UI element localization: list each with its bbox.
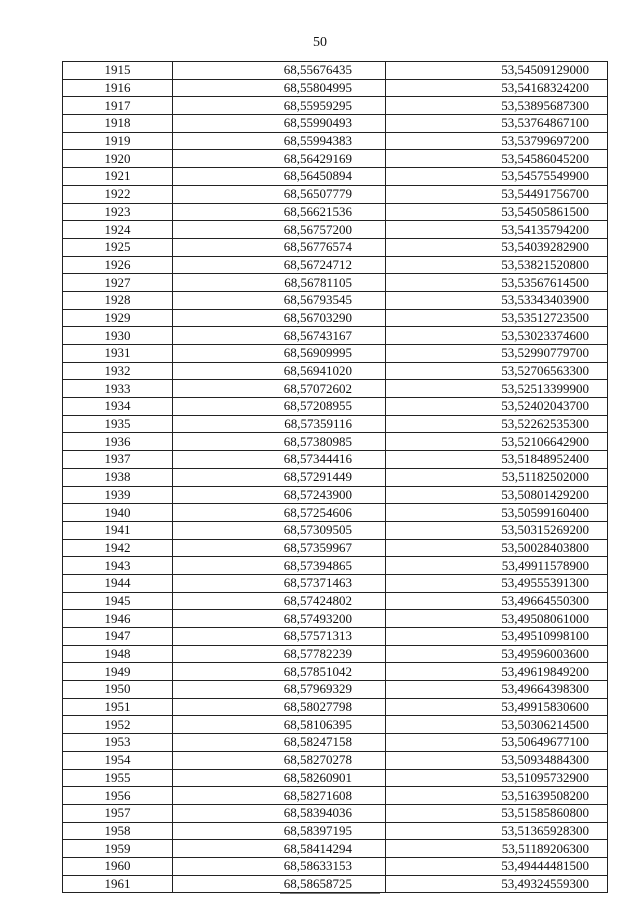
coordinate-x-cell: 68,56450894 [173, 168, 386, 186]
coordinate-y-cell: 53,50934884300 [386, 751, 608, 769]
coordinate-y-cell: 53,49555391300 [386, 574, 608, 592]
coordinate-y-cell: 53,52262535300 [386, 415, 608, 433]
bottom-divider [280, 893, 380, 894]
table-row [63, 592, 608, 610]
table-row [63, 628, 608, 646]
coordinate-y-cell: 53,49911578900 [386, 557, 608, 575]
table-row [63, 185, 608, 203]
point-number-cell: 1934 [63, 398, 173, 416]
table-row [63, 238, 608, 256]
coordinate-y-cell: 53,53764867100 [386, 115, 608, 133]
table-row [63, 539, 608, 557]
coordinate-x-cell: 68,56743167 [173, 327, 386, 345]
coordinate-y-cell: 53,54135794200 [386, 221, 608, 239]
point-number-cell: 1932 [63, 362, 173, 380]
coordinate-y-cell: 53,49444481500 [386, 857, 608, 875]
coordinate-x-cell: 68,57359967 [173, 539, 386, 557]
coordinate-y-cell: 53,49596003600 [386, 645, 608, 663]
table-row [63, 468, 608, 486]
coordinate-x-cell: 68,56703290 [173, 309, 386, 327]
coordinate-x-cell: 68,56793545 [173, 291, 386, 309]
coordinate-y-cell: 53,54509129000 [386, 62, 608, 80]
coordinate-x-cell: 68,56621536 [173, 203, 386, 221]
coordinate-y-cell: 53,50028403800 [386, 539, 608, 557]
table-row [63, 857, 608, 875]
coordinate-x-cell: 68,56507779 [173, 185, 386, 203]
coordinate-y-cell: 53,49664550300 [386, 592, 608, 610]
table-row [63, 521, 608, 539]
point-number-cell: 1960 [63, 857, 173, 875]
coordinate-y-cell: 53,53343403900 [386, 291, 608, 309]
point-number-cell: 1946 [63, 610, 173, 628]
table-row [63, 681, 608, 699]
coordinate-y-cell: 53,51639508200 [386, 787, 608, 805]
table-row [63, 822, 608, 840]
point-number-cell: 1928 [63, 291, 173, 309]
point-number-cell: 1958 [63, 822, 173, 840]
table-row [63, 574, 608, 592]
coordinate-x-cell: 68,57243900 [173, 486, 386, 504]
coordinate-y-cell: 53,51182502000 [386, 468, 608, 486]
point-number-cell: 1952 [63, 716, 173, 734]
point-number-cell: 1929 [63, 309, 173, 327]
coordinate-x-cell: 68,57394865 [173, 557, 386, 575]
point-number-cell: 1943 [63, 557, 173, 575]
coordinate-y-cell: 53,50599160400 [386, 504, 608, 522]
point-number-cell: 1922 [63, 185, 173, 203]
coordinate-x-cell: 68,56724712 [173, 256, 386, 274]
point-number-cell: 1921 [63, 168, 173, 186]
coordinate-y-cell: 53,51365928300 [386, 822, 608, 840]
point-number-cell: 1945 [63, 592, 173, 610]
coordinate-y-cell: 53,54491756700 [386, 185, 608, 203]
table-row [63, 645, 608, 663]
table-row [63, 698, 608, 716]
coordinate-y-cell: 53,53821520800 [386, 256, 608, 274]
table-row [63, 345, 608, 363]
table-row [63, 380, 608, 398]
table-row [63, 751, 608, 769]
point-number-cell: 1916 [63, 79, 173, 97]
coordinate-y-cell: 53,50649677100 [386, 734, 608, 752]
table-row [63, 291, 608, 309]
coordinate-y-cell: 53,49915830600 [386, 698, 608, 716]
table-row [63, 221, 608, 239]
coordinate-x-cell: 68,58260901 [173, 769, 386, 787]
coordinate-y-cell: 53,53023374600 [386, 327, 608, 345]
coordinate-x-cell: 68,58633153 [173, 857, 386, 875]
coordinate-x-cell: 68,56909995 [173, 345, 386, 363]
table-row [63, 150, 608, 168]
point-number-cell: 1918 [63, 115, 173, 133]
table-row [63, 168, 608, 186]
point-number-cell: 1926 [63, 256, 173, 274]
coordinate-y-cell: 53,51189206300 [386, 840, 608, 858]
coordinate-x-cell: 68,57208955 [173, 398, 386, 416]
coordinate-y-cell: 53,54168324200 [386, 79, 608, 97]
coordinate-y-cell: 53,49324559300 [386, 875, 608, 893]
point-number-cell: 1956 [63, 787, 173, 805]
point-number-cell: 1959 [63, 840, 173, 858]
table-row [63, 875, 608, 893]
coordinate-x-cell: 68,57344416 [173, 451, 386, 469]
point-number-cell: 1947 [63, 628, 173, 646]
table-row [63, 769, 608, 787]
coordinate-x-cell: 68,56941020 [173, 362, 386, 380]
coordinate-x-cell: 68,57969329 [173, 681, 386, 699]
table-row [63, 840, 608, 858]
coordinate-x-cell: 68,55990493 [173, 115, 386, 133]
coordinate-x-cell: 68,57371463 [173, 574, 386, 592]
coordinate-y-cell: 53,52402043700 [386, 398, 608, 416]
coordinate-y-cell: 53,51848952400 [386, 451, 608, 469]
coordinate-y-cell: 53,54039282900 [386, 238, 608, 256]
point-number-cell: 1948 [63, 645, 173, 663]
table-row [63, 309, 608, 327]
coordinate-x-cell: 68,58247158 [173, 734, 386, 752]
table-row [63, 327, 608, 345]
coordinate-x-cell: 68,57359116 [173, 415, 386, 433]
coordinate-x-cell: 68,58658725 [173, 875, 386, 893]
table-row [63, 97, 608, 115]
point-number-cell: 1920 [63, 150, 173, 168]
coordinate-y-cell: 53,54505861500 [386, 203, 608, 221]
point-number-cell: 1927 [63, 274, 173, 292]
point-number-cell: 1919 [63, 132, 173, 150]
coordinate-x-cell: 68,57424802 [173, 592, 386, 610]
table-row [63, 415, 608, 433]
coordinate-x-cell: 68,57380985 [173, 433, 386, 451]
point-number-cell: 1924 [63, 221, 173, 239]
coordinate-y-cell: 53,53512723500 [386, 309, 608, 327]
coordinate-x-cell: 68,58394036 [173, 804, 386, 822]
point-number-cell: 1950 [63, 681, 173, 699]
point-number-cell: 1954 [63, 751, 173, 769]
page-number: 50 [313, 35, 327, 50]
table-row [63, 62, 608, 80]
point-number-cell: 1930 [63, 327, 173, 345]
coordinate-y-cell: 53,52106642900 [386, 433, 608, 451]
coordinate-x-cell: 68,57254606 [173, 504, 386, 522]
coordinate-x-cell: 68,55959295 [173, 97, 386, 115]
table-row [63, 787, 608, 805]
point-number-cell: 1925 [63, 238, 173, 256]
point-number-cell: 1957 [63, 804, 173, 822]
coordinate-x-cell: 68,57493200 [173, 610, 386, 628]
coordinate-x-cell: 68,57782239 [173, 645, 386, 663]
table-row [63, 486, 608, 504]
point-number-cell: 1933 [63, 380, 173, 398]
coordinate-x-cell: 68,57571313 [173, 628, 386, 646]
point-number-cell: 1935 [63, 415, 173, 433]
coordinate-x-cell: 68,55994383 [173, 132, 386, 150]
table-row [63, 79, 608, 97]
table-row [63, 610, 608, 628]
coordinate-y-cell: 53,51585860800 [386, 804, 608, 822]
table-row [63, 451, 608, 469]
coordinate-x-cell: 68,56776574 [173, 238, 386, 256]
point-number-cell: 1949 [63, 663, 173, 681]
point-number-cell: 1944 [63, 574, 173, 592]
point-number-cell: 1923 [63, 203, 173, 221]
point-number-cell: 1917 [63, 97, 173, 115]
table-row [63, 716, 608, 734]
table-row [63, 557, 608, 575]
table-row [63, 115, 608, 133]
point-number-cell: 1931 [63, 345, 173, 363]
coordinate-x-cell: 68,56757200 [173, 221, 386, 239]
coordinate-y-cell: 53,50306214500 [386, 716, 608, 734]
point-number-cell: 1941 [63, 521, 173, 539]
table-row [63, 398, 608, 416]
coordinate-x-cell: 68,58270278 [173, 751, 386, 769]
point-number-cell: 1953 [63, 734, 173, 752]
coordinate-x-cell: 68,58414294 [173, 840, 386, 858]
point-number-cell: 1938 [63, 468, 173, 486]
point-number-cell: 1942 [63, 539, 173, 557]
table-row [63, 203, 608, 221]
coordinate-x-cell: 68,58397195 [173, 822, 386, 840]
table-row [63, 504, 608, 522]
coordinate-y-cell: 53,49664398300 [386, 681, 608, 699]
coordinate-y-cell: 53,50801429200 [386, 486, 608, 504]
coordinate-x-cell: 68,57851042 [173, 663, 386, 681]
coordinate-y-cell: 53,53567614500 [386, 274, 608, 292]
coordinates-table [62, 61, 608, 893]
coordinate-x-cell: 68,58271608 [173, 787, 386, 805]
coordinate-x-cell: 68,57309505 [173, 521, 386, 539]
coordinate-y-cell: 53,52513399900 [386, 380, 608, 398]
coordinate-y-cell: 53,52990779700 [386, 345, 608, 363]
coordinate-y-cell: 53,49508061000 [386, 610, 608, 628]
coordinate-x-cell: 68,58027798 [173, 698, 386, 716]
coordinate-y-cell: 53,53799697200 [386, 132, 608, 150]
point-number-cell: 1936 [63, 433, 173, 451]
coordinate-x-cell: 68,56429169 [173, 150, 386, 168]
point-number-cell: 1940 [63, 504, 173, 522]
coordinate-x-cell: 68,55676435 [173, 62, 386, 80]
coordinate-y-cell: 53,50315269200 [386, 521, 608, 539]
table-row [63, 804, 608, 822]
table-row [63, 256, 608, 274]
table-row [63, 734, 608, 752]
coordinate-x-cell: 68,55804995 [173, 79, 386, 97]
coordinate-y-cell: 53,54575549900 [386, 168, 608, 186]
table-row [63, 433, 608, 451]
table-row [63, 362, 608, 380]
point-number-cell: 1937 [63, 451, 173, 469]
coordinate-y-cell: 53,54586045200 [386, 150, 608, 168]
table-row [63, 132, 608, 150]
table-row [63, 663, 608, 681]
coordinate-y-cell: 53,52706563300 [386, 362, 608, 380]
coordinate-x-cell: 68,58106395 [173, 716, 386, 734]
coordinate-x-cell: 68,56781105 [173, 274, 386, 292]
point-number-cell: 1961 [63, 875, 173, 893]
coordinate-y-cell: 53,51095732900 [386, 769, 608, 787]
coordinate-x-cell: 68,57072602 [173, 380, 386, 398]
point-number-cell: 1955 [63, 769, 173, 787]
coordinate-y-cell: 53,53895687300 [386, 97, 608, 115]
coordinate-y-cell: 53,49619849200 [386, 663, 608, 681]
point-number-cell: 1939 [63, 486, 173, 504]
coordinate-y-cell: 53,49510998100 [386, 628, 608, 646]
table-row [63, 274, 608, 292]
coordinate-x-cell: 68,57291449 [173, 468, 386, 486]
point-number-cell: 1915 [63, 62, 173, 80]
point-number-cell: 1951 [63, 698, 173, 716]
